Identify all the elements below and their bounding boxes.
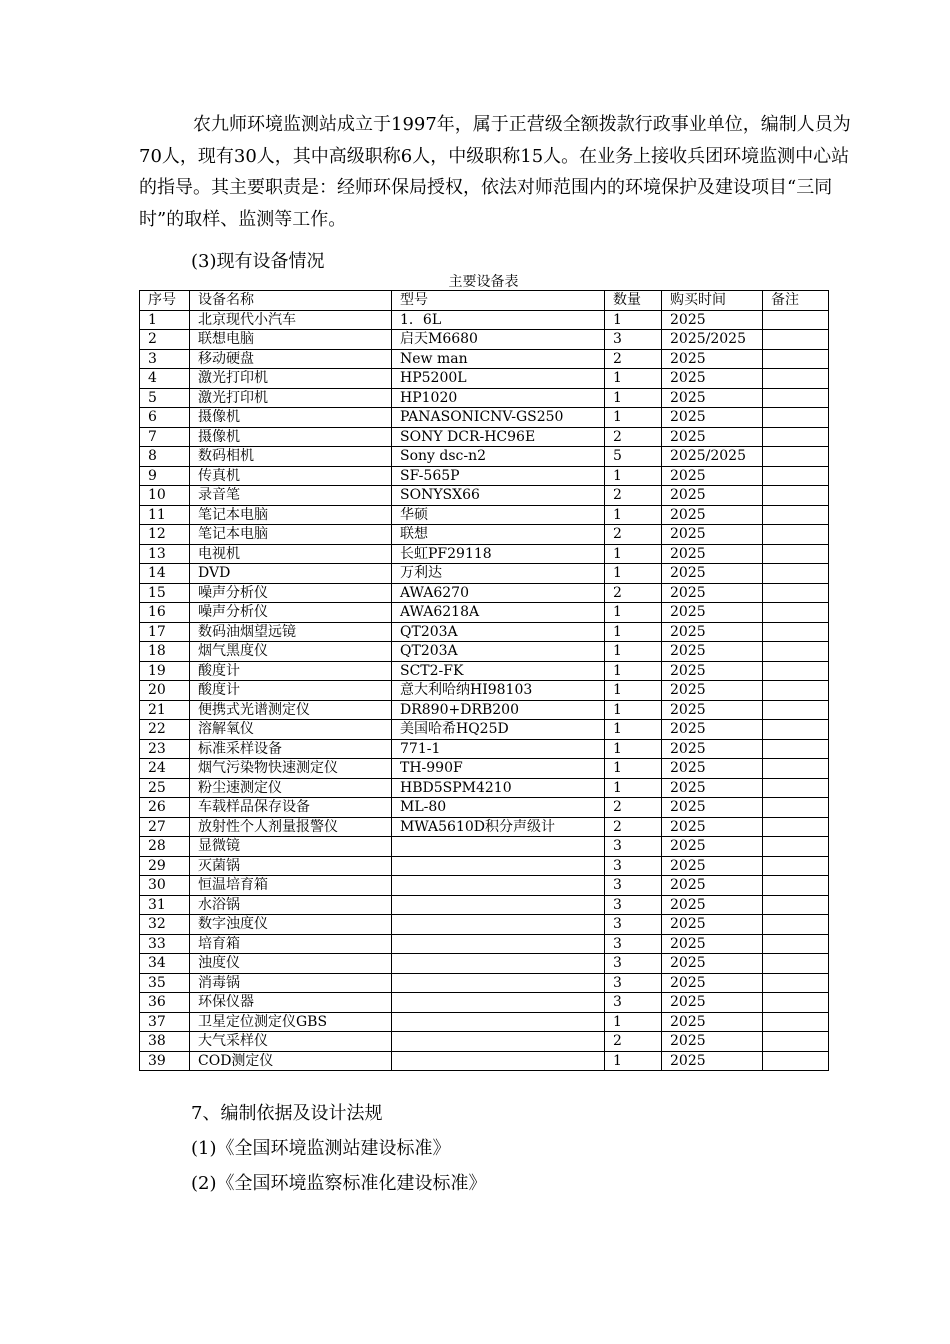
table-row xyxy=(140,525,829,545)
cell-no: 15 xyxy=(140,583,190,603)
cell-name: 激光打印机 xyxy=(190,369,392,389)
regulation-item: (2)《全国环境监察标准化建设标准》 xyxy=(191,1173,487,1194)
cell-no: 9 xyxy=(140,466,190,486)
cell-remark xyxy=(763,603,829,623)
cell-date: 2025/2025 xyxy=(662,330,763,350)
cell-no: 7 xyxy=(140,427,190,447)
cell-model xyxy=(392,895,605,915)
cell-remark xyxy=(763,739,829,759)
table-row xyxy=(140,603,829,623)
table-row xyxy=(140,408,829,428)
cell-name: 车载样品保存设备 xyxy=(190,798,392,818)
cell-model: New man xyxy=(392,349,605,369)
cell-remark xyxy=(763,447,829,467)
cell-qty: 5 xyxy=(605,447,662,467)
table-row xyxy=(140,915,829,935)
cell-remark xyxy=(763,856,829,876)
cell-name: DVD xyxy=(190,564,392,584)
table-row xyxy=(140,642,829,662)
cell-name: 酸度计 xyxy=(190,661,392,681)
cell-remark xyxy=(763,759,829,779)
table-row xyxy=(140,583,829,603)
cell-remark xyxy=(763,778,829,798)
cell-name: 粉尘速测定仪 xyxy=(190,778,392,798)
cell-model xyxy=(392,993,605,1013)
cell-name: 摄像机 xyxy=(190,408,392,428)
cell-remark xyxy=(763,954,829,974)
cell-model xyxy=(392,1032,605,1052)
cell-date: 2025 xyxy=(662,427,763,447)
cell-no: 30 xyxy=(140,876,190,896)
table-row xyxy=(140,720,829,740)
cell-remark xyxy=(763,408,829,428)
cell-name: 数码油烟望远镜 xyxy=(190,622,392,642)
cell-model: 华硕 xyxy=(392,505,605,525)
cell-name: 大气采样仪 xyxy=(190,1032,392,1052)
cell-name: 噪声分析仪 xyxy=(190,603,392,623)
cell-no: 36 xyxy=(140,993,190,1013)
table-header-row xyxy=(140,291,829,311)
cell-date: 2025 xyxy=(662,681,763,701)
cell-remark xyxy=(763,798,829,818)
cell-name: 激光打印机 xyxy=(190,388,392,408)
cell-model: MWA5610D积分声级计 xyxy=(392,817,605,837)
cell-model: SCT2-FK xyxy=(392,661,605,681)
cell-qty: 3 xyxy=(605,934,662,954)
cell-qty: 3 xyxy=(605,837,662,857)
cell-qty: 1 xyxy=(605,759,662,779)
cell-model xyxy=(392,1051,605,1071)
table-row xyxy=(140,739,829,759)
cell-no: 25 xyxy=(140,778,190,798)
cell-qty: 2 xyxy=(605,1032,662,1052)
cell-model: HP1020 xyxy=(392,388,605,408)
cell-qty: 1 xyxy=(605,700,662,720)
cell-no: 33 xyxy=(140,934,190,954)
cell-qty: 1 xyxy=(605,310,662,330)
cell-qty: 3 xyxy=(605,993,662,1013)
cell-name: 酸度计 xyxy=(190,681,392,701)
cell-remark xyxy=(763,622,829,642)
cell-no: 37 xyxy=(140,1012,190,1032)
cell-name: 摄像机 xyxy=(190,427,392,447)
cell-date: 2025 xyxy=(662,1051,763,1071)
cell-model xyxy=(392,915,605,935)
cell-qty: 3 xyxy=(605,915,662,935)
cell-date: 2025 xyxy=(662,934,763,954)
table-row xyxy=(140,1032,829,1052)
cell-qty: 3 xyxy=(605,330,662,350)
cell-no: 10 xyxy=(140,486,190,506)
cell-model xyxy=(392,954,605,974)
cell-name: 溶解氧仪 xyxy=(190,720,392,740)
cell-no: 38 xyxy=(140,1032,190,1052)
cell-no: 27 xyxy=(140,817,190,837)
cell-remark xyxy=(763,466,829,486)
cell-model xyxy=(392,837,605,857)
cell-qty: 1 xyxy=(605,603,662,623)
cell-remark xyxy=(763,700,829,720)
cell-qty: 2 xyxy=(605,486,662,506)
cell-date: 2025 xyxy=(662,837,763,857)
cell-qty: 1 xyxy=(605,466,662,486)
cell-name: 笔记本电脑 xyxy=(190,525,392,545)
cell-remark xyxy=(763,817,829,837)
cell-name: 标准采样设备 xyxy=(190,739,392,759)
cell-name: 噪声分析仪 xyxy=(190,583,392,603)
cell-remark xyxy=(763,583,829,603)
table-row xyxy=(140,817,829,837)
cell-date: 2025 xyxy=(662,583,763,603)
cell-qty: 1 xyxy=(605,720,662,740)
cell-remark xyxy=(763,661,829,681)
cell-remark xyxy=(763,505,829,525)
cell-model: 意大利哈纳HI98103 xyxy=(392,681,605,701)
cell-remark xyxy=(763,837,829,857)
table-row xyxy=(140,895,829,915)
cell-model: 1．6L xyxy=(392,310,605,330)
cell-model: DR890+DRB200 xyxy=(392,700,605,720)
cell-no: 13 xyxy=(140,544,190,564)
table-row xyxy=(140,505,829,525)
cell-date: 2025 xyxy=(662,993,763,1013)
table-row xyxy=(140,681,829,701)
table-row xyxy=(140,310,829,330)
cell-no: 17 xyxy=(140,622,190,642)
cell-name: 消毒锅 xyxy=(190,973,392,993)
cell-date: 2025 xyxy=(662,700,763,720)
cell-name: 北京现代小汽车 xyxy=(190,310,392,330)
table-row xyxy=(140,934,829,954)
cell-name: 数字浊度仪 xyxy=(190,915,392,935)
cell-date: 2025 xyxy=(662,369,763,389)
table-row xyxy=(140,876,829,896)
cell-name: 恒温培育箱 xyxy=(190,876,392,896)
cell-qty: 3 xyxy=(605,954,662,974)
cell-date: 2025 xyxy=(662,603,763,623)
cell-name: 水浴锅 xyxy=(190,895,392,915)
col-header-name: 设备名称 xyxy=(190,291,392,311)
cell-remark xyxy=(763,895,829,915)
table-row xyxy=(140,447,829,467)
cell-remark xyxy=(763,973,829,993)
cell-model: SONY DCR-HC96E xyxy=(392,427,605,447)
table-row xyxy=(140,1051,829,1071)
cell-remark xyxy=(763,642,829,662)
cell-remark xyxy=(763,388,829,408)
cell-remark xyxy=(763,427,829,447)
table-row xyxy=(140,466,829,486)
cell-no: 12 xyxy=(140,525,190,545)
cell-name: 笔记本电脑 xyxy=(190,505,392,525)
cell-name: 电视机 xyxy=(190,544,392,564)
cell-no: 32 xyxy=(140,915,190,935)
table-row xyxy=(140,369,829,389)
cell-remark xyxy=(763,681,829,701)
cell-no: 20 xyxy=(140,681,190,701)
cell-no: 1 xyxy=(140,310,190,330)
cell-model: 长虹PF29118 xyxy=(392,544,605,564)
cell-remark xyxy=(763,720,829,740)
cell-name: 浊度仪 xyxy=(190,954,392,974)
cell-date: 2025 xyxy=(662,759,763,779)
cell-remark xyxy=(763,915,829,935)
cell-model: 美国哈希HQ25D xyxy=(392,720,605,740)
cell-remark xyxy=(763,876,829,896)
cell-date: 2025 xyxy=(662,408,763,428)
cell-remark xyxy=(763,310,829,330)
cell-no: 31 xyxy=(140,895,190,915)
cell-qty: 1 xyxy=(605,1012,662,1032)
cell-date: 2025 xyxy=(662,525,763,545)
cell-no: 2 xyxy=(140,330,190,350)
cell-no: 26 xyxy=(140,798,190,818)
cell-model: SF-565P xyxy=(392,466,605,486)
cell-date: 2025 xyxy=(662,544,763,564)
cell-date: 2025 xyxy=(662,622,763,642)
cell-model xyxy=(392,973,605,993)
cell-date: 2025 xyxy=(662,1012,763,1032)
cell-remark xyxy=(763,1032,829,1052)
cell-date: 2025 xyxy=(662,895,763,915)
cell-remark xyxy=(763,369,829,389)
cell-model: HBD5SPM4210 xyxy=(392,778,605,798)
cell-no: 8 xyxy=(140,447,190,467)
cell-qty: 1 xyxy=(605,642,662,662)
cell-date: 2025 xyxy=(662,661,763,681)
cell-no: 19 xyxy=(140,661,190,681)
cell-model: Sony dsc-n2 xyxy=(392,447,605,467)
cell-date: 2025 xyxy=(662,388,763,408)
table-row xyxy=(140,622,829,642)
cell-date: 2025 xyxy=(662,1032,763,1052)
table-row xyxy=(140,388,829,408)
cell-no: 5 xyxy=(140,388,190,408)
cell-name: 显微镜 xyxy=(190,837,392,857)
regulation-item: (1)《全国环境监测站建设标准》 xyxy=(191,1138,451,1159)
cell-date: 2025 xyxy=(662,310,763,330)
cell-qty: 1 xyxy=(605,408,662,428)
cell-model: PANASONICNV-GS250 xyxy=(392,408,605,428)
cell-model xyxy=(392,1012,605,1032)
cell-no: 11 xyxy=(140,505,190,525)
col-header-model: 型号 xyxy=(392,291,605,311)
col-header-no: 序号 xyxy=(140,291,190,311)
cell-remark xyxy=(763,544,829,564)
cell-date: 2025 xyxy=(662,349,763,369)
table-row xyxy=(140,856,829,876)
table-row xyxy=(140,954,829,974)
cell-model: AWA6218A xyxy=(392,603,605,623)
cell-qty: 1 xyxy=(605,369,662,389)
cell-name: 传真机 xyxy=(190,466,392,486)
cell-model: QT203A xyxy=(392,622,605,642)
cell-model: 启天M6680 xyxy=(392,330,605,350)
cell-date: 2025 xyxy=(662,856,763,876)
cell-qty: 1 xyxy=(605,1051,662,1071)
cell-model: 万利达 xyxy=(392,564,605,584)
equipment-table xyxy=(139,290,829,1071)
cell-date: 2025 xyxy=(662,466,763,486)
table-row xyxy=(140,1012,829,1032)
cell-no: 29 xyxy=(140,856,190,876)
section-equipment-heading: (3)现有设备情况 xyxy=(191,251,325,272)
cell-date: 2025 xyxy=(662,642,763,662)
cell-remark xyxy=(763,1012,829,1032)
cell-remark xyxy=(763,993,829,1013)
cell-name: COD测定仪 xyxy=(190,1051,392,1071)
cell-date: 2025 xyxy=(662,505,763,525)
cell-no: 18 xyxy=(140,642,190,662)
cell-remark xyxy=(763,330,829,350)
table-row xyxy=(140,661,829,681)
cell-qty: 1 xyxy=(605,544,662,564)
cell-name: 灭菌锅 xyxy=(190,856,392,876)
table-caption: 主要设备表 xyxy=(448,274,519,290)
col-header-remark: 备注 xyxy=(763,291,829,311)
table-row xyxy=(140,778,829,798)
cell-no: 4 xyxy=(140,369,190,389)
cell-qty: 2 xyxy=(605,349,662,369)
cell-model: 联想 xyxy=(392,525,605,545)
cell-date: 2025 xyxy=(662,798,763,818)
cell-no: 35 xyxy=(140,973,190,993)
cell-no: 28 xyxy=(140,837,190,857)
cell-date: 2025 xyxy=(662,778,763,798)
cell-name: 数码相机 xyxy=(190,447,392,467)
cell-no: 3 xyxy=(140,349,190,369)
col-header-date: 购买时间 xyxy=(662,291,763,311)
table-row xyxy=(140,973,829,993)
cell-model xyxy=(392,934,605,954)
col-header-qty: 数量 xyxy=(605,291,662,311)
cell-no: 24 xyxy=(140,759,190,779)
cell-remark xyxy=(763,486,829,506)
table-row xyxy=(140,700,829,720)
cell-date: 2025/2025 xyxy=(662,447,763,467)
table-row xyxy=(140,544,829,564)
cell-date: 2025 xyxy=(662,486,763,506)
cell-name: 移动硬盘 xyxy=(190,349,392,369)
cell-qty: 2 xyxy=(605,583,662,603)
cell-qty: 2 xyxy=(605,817,662,837)
cell-name: 烟气黑度仪 xyxy=(190,642,392,662)
cell-model xyxy=(392,876,605,896)
cell-qty: 1 xyxy=(605,661,662,681)
cell-qty: 1 xyxy=(605,388,662,408)
table-row xyxy=(140,427,829,447)
table-row xyxy=(140,486,829,506)
cell-qty: 1 xyxy=(605,778,662,798)
cell-model: AWA6270 xyxy=(392,583,605,603)
cell-remark xyxy=(763,1051,829,1071)
cell-qty: 1 xyxy=(605,622,662,642)
cell-no: 6 xyxy=(140,408,190,428)
cell-date: 2025 xyxy=(662,817,763,837)
table-row xyxy=(140,837,829,857)
cell-name: 便携式光谱测定仪 xyxy=(190,700,392,720)
cell-no: 22 xyxy=(140,720,190,740)
cell-model: HP5200L xyxy=(392,369,605,389)
cell-remark xyxy=(763,525,829,545)
intro-paragraph: 农九师环境监测站成立于1997年，属于正营级全额拨款行政事业单位，编制人员为70人，现有30人，其中高级职称6人，中级职称15人。在业务上接收兵团环境监测中心站的指导。其主要职责是：经师环保局授权，依法对师范围内的环境保护及建设项目“三同时”的取样、监测等工作。 xyxy=(139,114,851,230)
cell-no: 23 xyxy=(140,739,190,759)
cell-model: SONYSX66 xyxy=(392,486,605,506)
cell-name: 卫星定位测定仪GBS xyxy=(190,1012,392,1032)
cell-name: 放射性个人剂量报警仪 xyxy=(190,817,392,837)
cell-model: ML-80 xyxy=(392,798,605,818)
cell-date: 2025 xyxy=(662,915,763,935)
cell-model: TH-990F xyxy=(392,759,605,779)
cell-name: 录音笔 xyxy=(190,486,392,506)
table-row xyxy=(140,759,829,779)
cell-date: 2025 xyxy=(662,739,763,759)
table-row xyxy=(140,798,829,818)
cell-qty: 3 xyxy=(605,856,662,876)
cell-qty: 2 xyxy=(605,798,662,818)
cell-qty: 1 xyxy=(605,681,662,701)
cell-name: 培育箱 xyxy=(190,934,392,954)
cell-qty: 3 xyxy=(605,973,662,993)
cell-qty: 1 xyxy=(605,564,662,584)
cell-qty: 2 xyxy=(605,427,662,447)
cell-name: 烟气污染物快速测定仪 xyxy=(190,759,392,779)
table-row xyxy=(140,564,829,584)
cell-date: 2025 xyxy=(662,954,763,974)
cell-model xyxy=(392,856,605,876)
cell-qty: 3 xyxy=(605,876,662,896)
cell-date: 2025 xyxy=(662,973,763,993)
cell-model: QT203A xyxy=(392,642,605,662)
cell-name: 环保仪器 xyxy=(190,993,392,1013)
table-row xyxy=(140,330,829,350)
cell-date: 2025 xyxy=(662,720,763,740)
cell-qty: 1 xyxy=(605,505,662,525)
cell-no: 16 xyxy=(140,603,190,623)
section-7-heading: 7、编制依据及设计法规 xyxy=(191,1103,383,1124)
cell-no: 14 xyxy=(140,564,190,584)
cell-no: 34 xyxy=(140,954,190,974)
cell-remark xyxy=(763,564,829,584)
cell-qty: 1 xyxy=(605,739,662,759)
cell-model: 771-1 xyxy=(392,739,605,759)
table-row xyxy=(140,349,829,369)
cell-name: 联想电脑 xyxy=(190,330,392,350)
cell-no: 39 xyxy=(140,1051,190,1071)
cell-date: 2025 xyxy=(662,564,763,584)
table-row xyxy=(140,993,829,1013)
cell-qty: 2 xyxy=(605,525,662,545)
cell-qty: 3 xyxy=(605,895,662,915)
cell-date: 2025 xyxy=(662,876,763,896)
cell-no: 21 xyxy=(140,700,190,720)
cell-remark xyxy=(763,349,829,369)
cell-remark xyxy=(763,934,829,954)
